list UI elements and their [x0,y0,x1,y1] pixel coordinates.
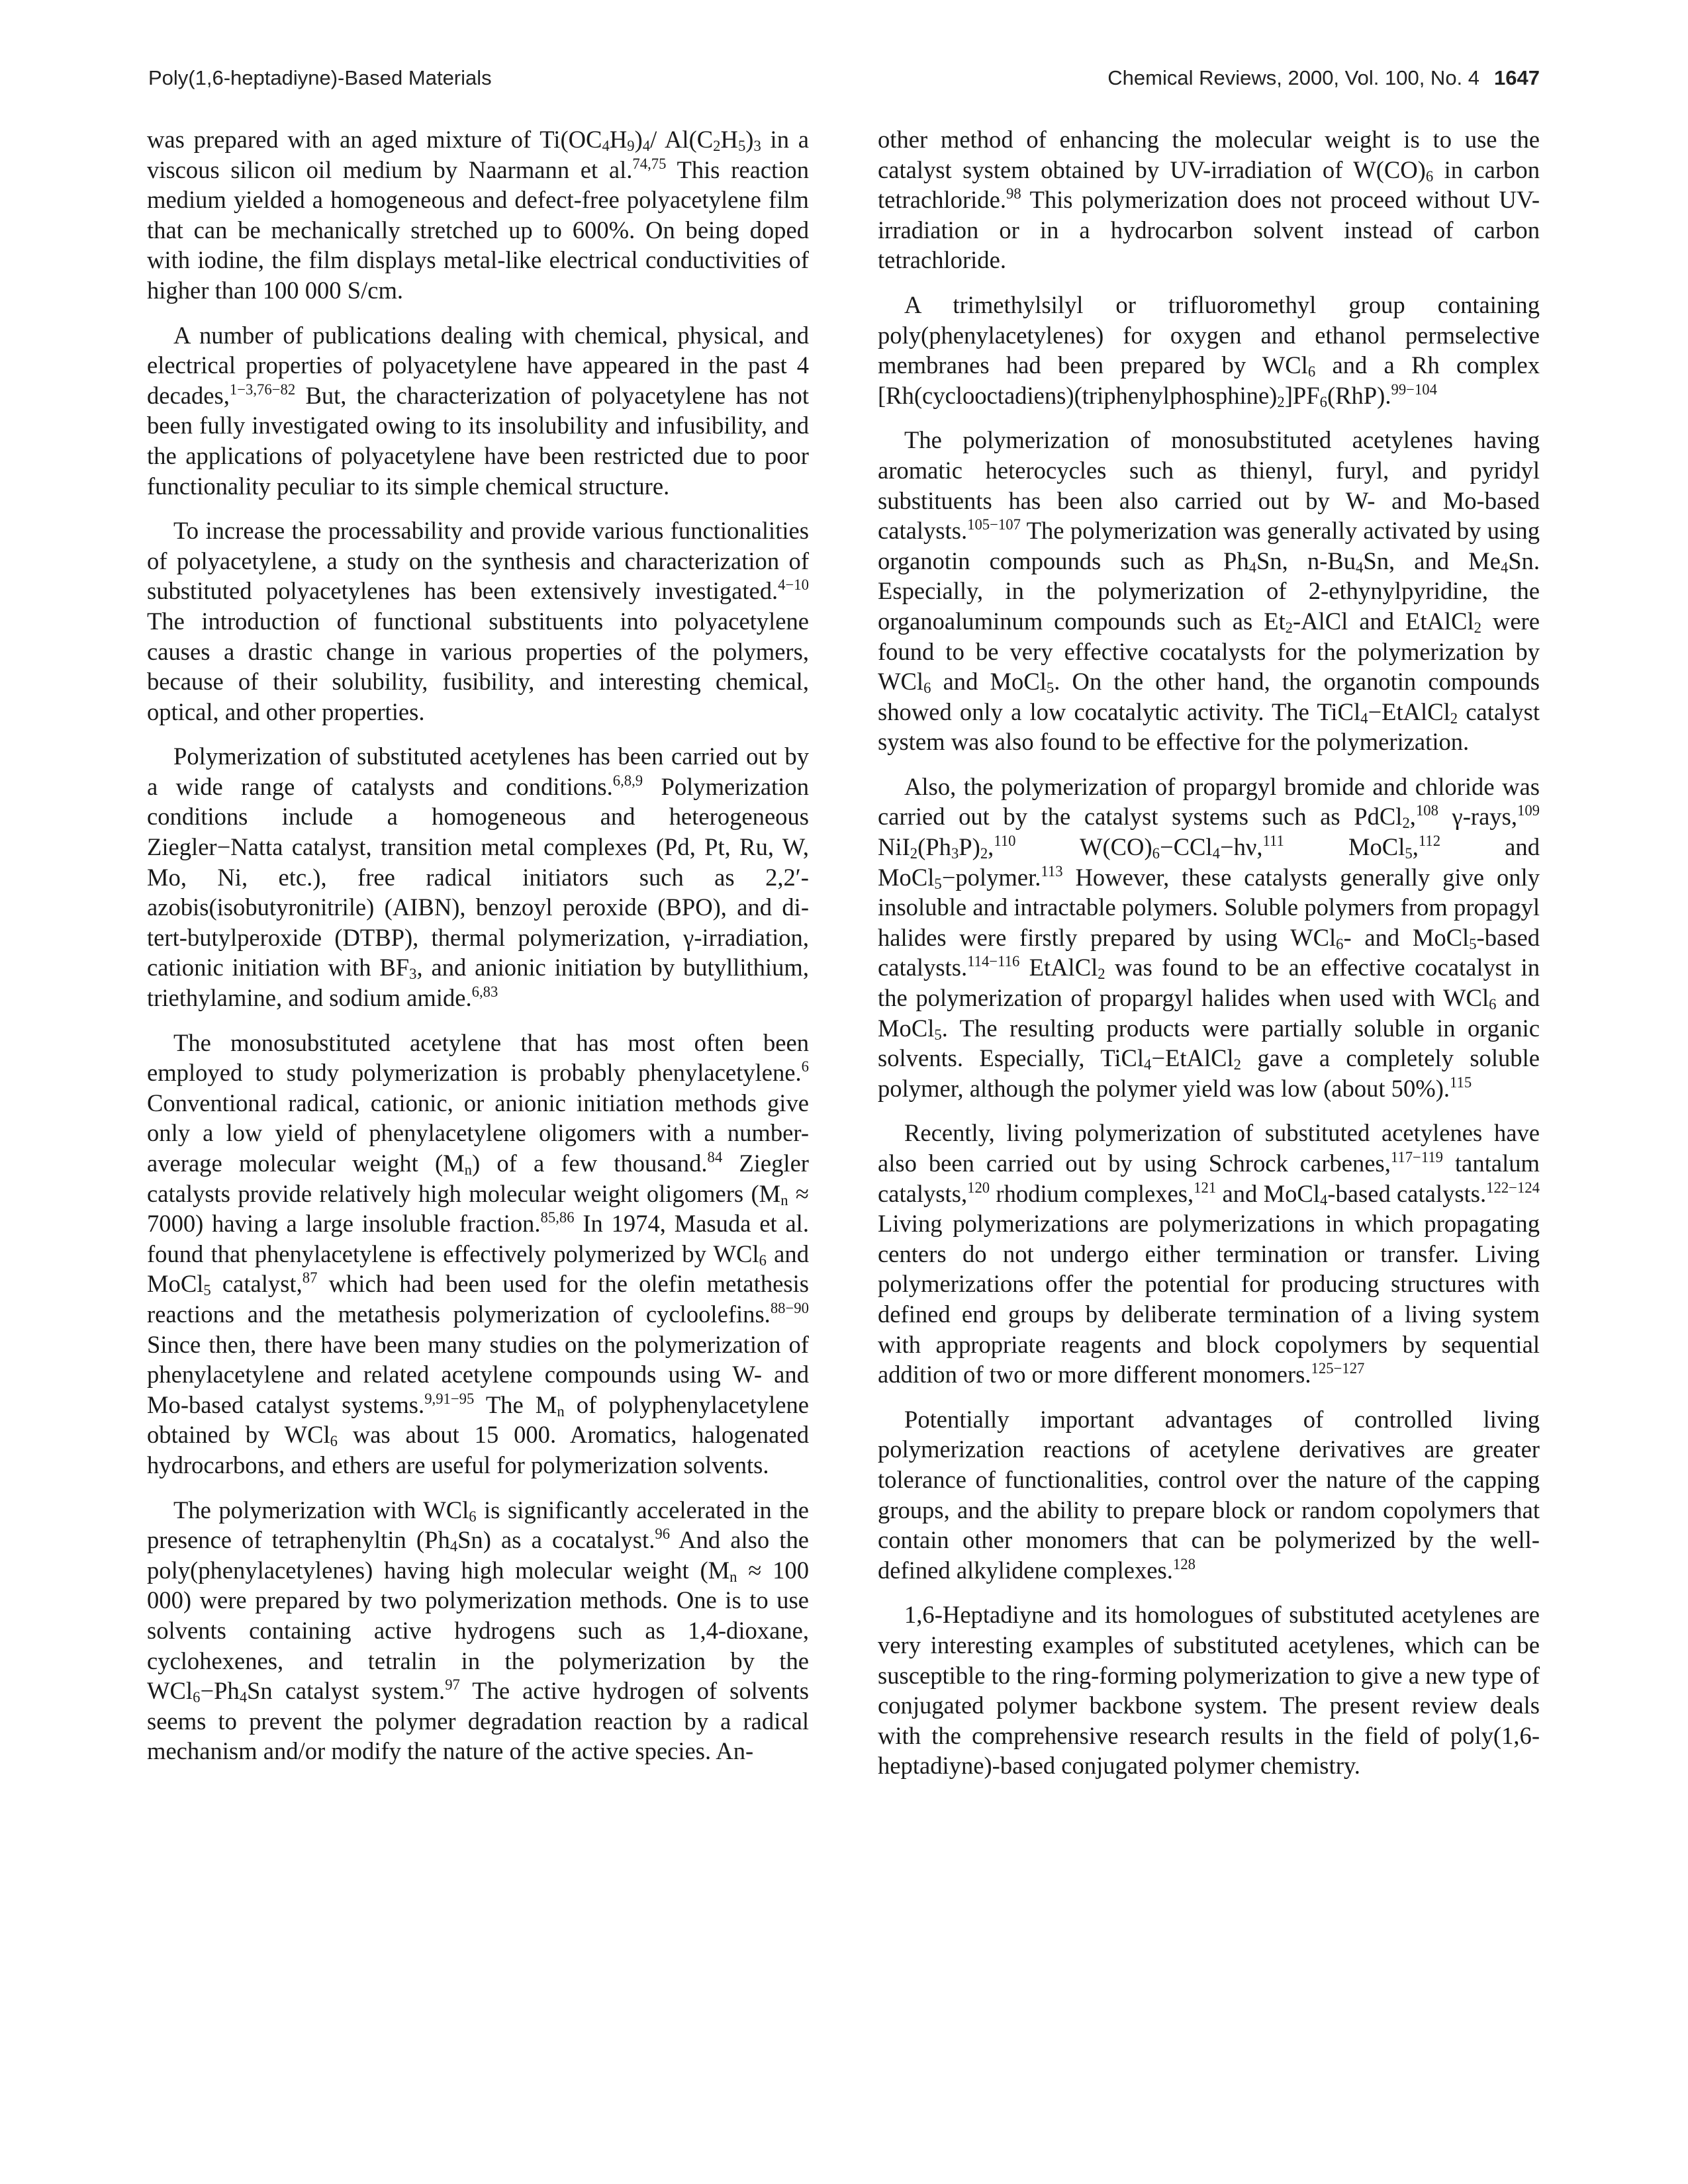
paragraph: The polymerization of monosubstituted acetylenes having aromatic heterocycles such as thienyl, furyl, and pyridyl substituents has been also carried out by W- and Mo-based catalysts.$^{105-107}$ The polymerization was generally activated by using organotin compounds such as $Ph_4Sn$, $n-Bu_4Sn$, and $Me_4Sn$. Especially, in the polymerization of 2-ethynylpyridine, the organoaluminum compounds such as $Et_2$-AlCl and EtAlCl$_2$ were found to be very effective cocatalysts for the polymerization by WCl$_6$ and MoCl$_5$. On the other hand, the organotin compounds showed only a low cocatalytic activity. The TiCl$_4$−EtAlCl$_2$ catalyst system was also found to be effective for the polymerization. [878,426,1540,756]
paragraph: Polymerization of substituted acetylenes has been carried out by a wide range of catalysts and conditions.$^{6,8,9}$ Polymerization conditions include a homogeneous and heterogeneous Ziegler−Natta catalyst, transition metal complexes (Pd, Pt, Ru, W, Mo, Ni, etc.), free radical initiators such as 2,2′-azobis(isobutyronitrile) (AIBN), benzoyl peroxide (BPO), and di-tert-butylperoxide (DTBP), thermal polymerization, γ-irradiation, cationic initiation with $BF_3$, and anionic initiation by butyllithium, triethylamine, and sodium amide.$^{6,83}$ [147,743,809,1012]
paragraph: To increase the processability and provide various functionalities of polyacetylene, a study on the synthesis and characterization of substituted polyacetylenes has been extensively investigated.$^{4-10}$ The introduction of functional substituents into polyacetylene causes a drastic change in various properties of the polymers, because of their solubility, fusibility, and interesting chemical, optical, and other properties. [147,517,809,725]
paragraph: A trimethylsilyl or trifluoromethyl group containing poly(phenylacetylenes) for oxygen and ethanol permselective membranes had been prepared by WCl$_6$ and a Rh complex $[Rh(cyclooctadiens)(triphenylphosphine)_2]PF_6(RhP).^{99-104}$ [878,291,1540,410]
page-number: 1647 [1494,66,1540,89]
paragraph: The monosubstituted acetylene that has most often been employed to study polymerization is probably phenylacetylene.$^6$ Conventional radical, cationic, or anionic initiation methods give only a low yield of phenylacetylene oligomers with a number-average molecular weight $(M_n)$ of a few thousand.$^{84}$ Ziegler catalysts provide relatively high molecular weight oligomers $(M_n \approx 7000)$ having a large insoluble fraction.$^{85,86}$ In 1974, Masuda et al. found that phenylacetylene is effectively polymerized by WCl$_6$ and MoCl$_5$ catalyst,$^{87}$ which had been used for the olefin metathesis reactions and the metathesis polymerization of cycloolefins.$^{88-90}$ Since then, there have been many studies on the polymerization of phenylacetylene and related acetylene compounds using W- and Mo-based catalyst systems.$^{9,91-95}$ The $M_n$ of polyphenylacetylene obtained by WCl$_6$ was about 15 000. Aromatics, halogenated hydrocarbons, and ethers are useful for polymerization solvents. [147,1028,809,1479]
running-header [148,66,1540,106]
paragraph: 1,6-Heptadiyne and its homologues of substituted acetylenes are very interesting examples of substituted acetylenes, which can be susceptible to the ring-forming polymerization to give a new type of conjugated polymer backbone system. The present review deals with the comprehensive research results in the field of poly(1,6-heptadiyne)-based conjugated polymer chemistry. [878,1601,1540,1780]
paragraph: was prepared with an aged mixture of $Ti(OC_4H_9)_4/$ $Al(C_2H_5)_3$ in a viscous silicon oil medium by Naarmann et al.$^{74,75}$ This reaction medium yielded a homogeneous and defect-free polyacetylene film that can be mechanically stretched up to 600%. On being doped with iodine, the film displays metal-like electrical conductivities of higher than 100 000 S/cm. [147,126,809,304]
running-title: Poly(1,6-heptadiyne)-Based Materials [148,66,492,89]
right-column [878,124,1540,1796]
paragraph: The polymerization with WCl$_6$ is significantly accelerated in the presence of tetraphenyltin $(Ph_4Sn)$ as a cocatalyst.$^{96}$ And also the poly(phenylacetylenes) having high molecular weight ($M_n \approx 100$ 000) were prepared by two polymerization methods. One is to use solvents containing active hydrogens such as 1,4-dioxane, cyclohexenes, and tetralin in the polymerization by the $WCl_6-Ph_4Sn$ catalyst system.$^{97}$ The active hydrogen of solvents seems to prevent the polymer degradation reaction by a radical mechanism and/or modify the nature of the active species. An- [147,1496,809,1765]
paragraph: Potentially important advantages of controlled living polymerization reactions of acetylene derivatives are greater tolerance of functionalities, control over the nature of the capping groups, and the ability to prepare block or random copolymers that contain other monomers that can be polymerized by the well-defined alkylidene complexes.$^{128}$ [878,1405,1540,1584]
paragraph: other method of enhancing the molecular weight is to use the catalyst system obtained by UV-irradiation of $W(CO)_6$ in carbon tetrachloride.$^{98}$ This polymerization does not proceed without UV-irradiation or in a hydrocarbon solvent instead of carbon tetrachloride. [878,126,1540,274]
paragraph: Also, the polymerization of propargyl bromide and chloride was carried out by the catalyst systems such as PdCl$_2$,$^{108}$ γ-rays,$^{109}$ $NiI_2(Ph_3P)_2,^{110}$ $W(CO)_6-CCl_4-h\nu,^{111}$ MoCl$_5$,$^{112}$ and MoCl$_5$−polymer.$^{113}$ However, these catalysts generally give only insoluble and intractable polymers. Soluble polymers from propagyl halides were firstly prepared by using WCl$_6$- and MoCl$_5$-based catalysts.$^{114-116}$ EtAlCl$_2$ was found to be an effective cocatalyst in the polymerization of propargyl halides when used with WCl$_6$ and MoCl$_5$. The resulting products were partially soluble in organic solvents. Especially, TiCl$_4$−EtAlCl$_2$ gave a completely soluble polymer, although the polymer yield was low (about 50%).$^{115}$ [878,772,1540,1102]
paragraph: A number of publications dealing with chemical, physical, and electrical properties of polyacetylene have appeared in the past 4 decades,$^{1-3,76-82}$ But, the characterization of polyacetylene has not been fully investigated owing to its insolubility and infusibility, and the applications of polyacetylene have been restricted due to poor functionality peculiar to its simple chemical structure. [147,321,809,500]
journal-info [1107,66,1540,90]
paragraph: Recently, living polymerization of substituted acetylenes have also been carried out by using Schrock carbenes,$^{117-119}$ tantalum catalysts,$^{120}$ rhodium complexes,$^{121}$ and MoCl$_4$-based catalysts.$^{122-124}$ Living polymerizations are polymerizations in which propagating centers do not undergo either termination or transfer. Living polymerizations offer the potential for producing structures with defined end groups by deliberate termination of a living system with appropriate reagents and block copolymers by sequential addition of two or more different monomers.$^{125-127}$ [878,1119,1540,1388]
journal-citation: Chemical Reviews, 2000, Vol. 100, No. 4 [1107,66,1480,89]
left-column [147,124,809,1781]
